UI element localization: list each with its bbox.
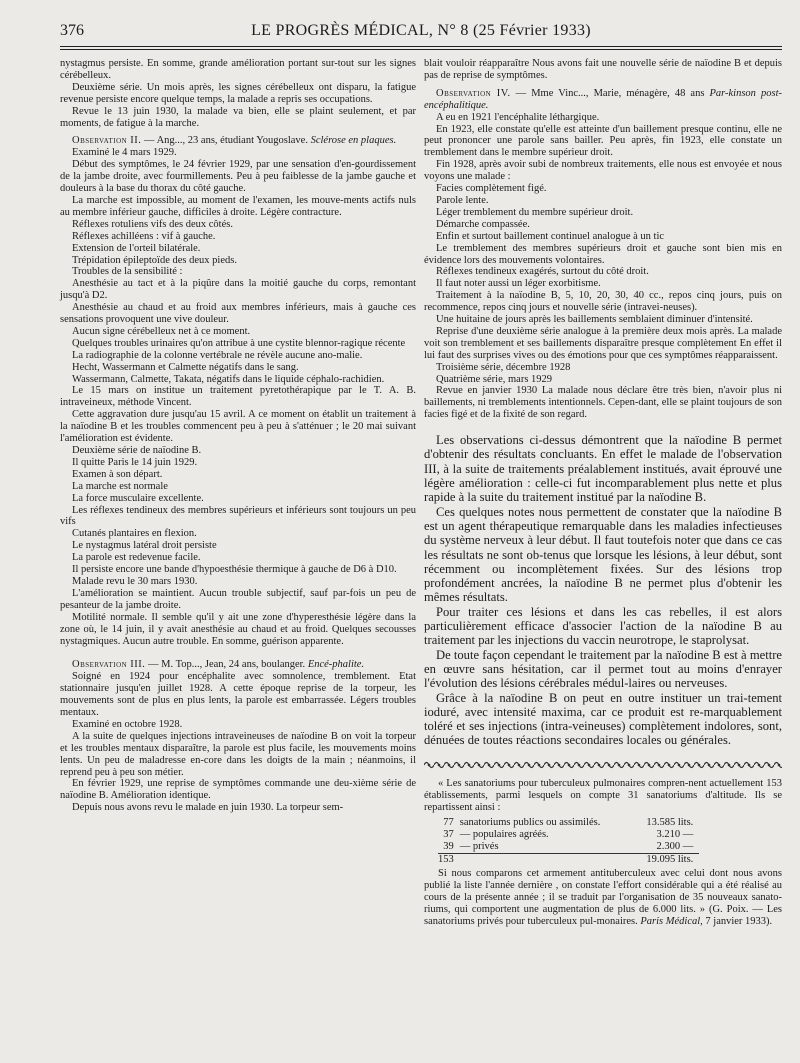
paragraph: Anesthésie au chaud et au froid aux membres inférieurs, mais à gauche ces sensations provoquent une vive douleur. xyxy=(60,302,416,326)
count-cell: 37 xyxy=(443,829,454,841)
paragraph: Reprise d'une deuxième série analogue à la première deux mois après. La malade voit son tremblement et ses baillements disparaître presque complètement En effet il lui faut des surprises vives ou des émotions pour que ces symptômes réapparaissent. xyxy=(424,325,782,361)
paragraph: Trépidation épileptoïde des deux pieds. xyxy=(72,254,237,266)
paragraph: Réflexes achilléens : vif à gauche. xyxy=(72,230,216,242)
paragraph: Réflexes tendineux exagérés, surtout du côté droit. xyxy=(436,266,649,278)
paragraph: Enfin et surtout baillement continuel analogue à un tic xyxy=(436,230,665,242)
paragraph: Wassermann, Calmette, Takata, négatifs dans le liquide céphalo-rachidien. xyxy=(72,373,385,385)
observation-subject: — Mme Vinc..., Marie, ménagère, 48 ans xyxy=(510,87,710,99)
category-cell: sanatoriums publics ou assimilés. xyxy=(459,817,601,829)
observation-label: Observation III. xyxy=(72,659,146,671)
paragraph: Soigné en 1924 pour encéphalite avec somnolence, tremblement. Etat stationnaire jusqu'en juillet 1928. A cette époque reprise de la torpeur, les mouvements sont de plus en plus lents, la parole est embarrassée. Légers troubles mentaux. xyxy=(60,671,416,719)
quote-paragraph: « Les sanatoriums pour tuberculeux pulmonaires compren-nent actuellement 153 établissements, parmi lesquels on compte 31 sanatoriums d'altitude. Ils se repartissent ainsi : xyxy=(424,777,782,813)
header-rule xyxy=(60,46,782,47)
conclusion-paragraph: Ces quelques notes nous permettent de constater que la naïodine B est un agent thérapeutique remarquable dans les maladies infectieuses du système nerveux à leur début. Il faut toutefois noter que dans ce cas les résultats ne sont ob-tenus que lorsque les lésions, à leur début, sont récemment ou incomplètement fixées. Sur des lésions trop profondément ancrées, la naïodine B ne permet plus d'obtenir les mêmes résultats. xyxy=(424,504,782,605)
paragraph: Une huitaine de jours après les baillements semblaient diminuer d'intensité. xyxy=(436,314,753,326)
paragraph: Examen à son départ. xyxy=(72,468,163,480)
total-beds: 19.095 lits. xyxy=(606,854,699,867)
total-count: 153 xyxy=(438,854,460,867)
right-column xyxy=(424,58,782,928)
ornament-divider xyxy=(424,760,782,770)
paragraph: Il faut noter aussi un léger exorbitisme. xyxy=(436,278,601,290)
source-date: 7 janvier 1933). xyxy=(702,916,773,928)
ornament-band-icon xyxy=(424,760,782,770)
beds-cell: 13.585 lits. xyxy=(646,817,694,829)
paragraph: Traitement à la naïodine B, 5, 10, 20, 30, 40 cc., repos cinq jours, puis on recommence, repos cinq jours et nouvelle série (intravei-neuses). xyxy=(424,290,782,314)
paragraph: Fin 1928, après avoir subi de nombreux traitements, elle nous est envoyée et nous voyons une malade : xyxy=(424,159,782,183)
observation-diagnosis: Encé-phalite. xyxy=(307,659,365,671)
running-head: LE PROGRÈS MÉDICAL, N° 8 (25 Février 1933) xyxy=(251,22,591,39)
observation-heading xyxy=(424,88,782,112)
observation-diagnosis: Sclérose en plaques. xyxy=(310,135,397,147)
observation-heading xyxy=(60,659,416,671)
paragraph: Deuxième série de naïodine B. xyxy=(72,445,202,456)
paragraph: Il persiste encore une bande d'hypoesthésie thermique à gauche de D6 à D10. xyxy=(72,564,397,576)
category-cell: — populaires agréés. xyxy=(459,829,549,841)
paragraph: Extension de l'orteil bilatérale. xyxy=(72,242,201,254)
paragraph: Examiné le 4 mars 1929. xyxy=(72,147,177,159)
table-row xyxy=(438,817,699,829)
paragraph: Léger tremblement du membre supérieur droit. xyxy=(436,206,634,218)
paragraph: A la suite de quelques injections intraveineuses de naïodine B on voit la torpeur et les troubles mentaux disparaître, la parole est plus facile, les mouvements moins lents. Un peu de maladresse en-core dans les doigts de la main ; néanmoins, il reprend peu à peu son métier. xyxy=(60,730,416,778)
paragraph: Aucun signe cérébelleux net à ce moment. xyxy=(72,325,251,337)
observation-diagnosis: Par-kinson post-encéphalitique. xyxy=(424,87,782,111)
paragraph: Hecht, Wassermann et Calmette négatifs dans le sang. xyxy=(72,361,299,373)
paragraph: Cutanés plantaires en flexion. xyxy=(72,528,197,540)
paragraph: Motilité normale. Il semble qu'il y ait une zone d'hyperesthésie légère dans la zone où, le 14 juin, il y avait anesthésie au chaud et au froid. Quelques secousses nystagmiques. Aucun autre trouble. En somme, guérison apparente. xyxy=(60,611,416,647)
observation-label: Observation IV. xyxy=(436,87,511,99)
count-cell: 39 xyxy=(443,841,454,853)
category-cell: — privés xyxy=(459,841,499,853)
paragraph: Les réflexes tendineux des membres supérieurs et inférieurs sont toujours un peu vifs xyxy=(60,504,416,528)
table-row xyxy=(438,841,699,854)
paragraph: Revue en janvier 1930 La malade nous déclare être très bien, n'avoir plus ni baillements, ni tremblements intentionnels. Cepen-dant, elle se plaint toujours de son facies figé et de la fixité de son regard. xyxy=(424,385,782,421)
observation-subject: — M. Top..., Jean, 24 ans, boulanger. xyxy=(145,659,308,671)
paragraph: Examiné en octobre 1928. xyxy=(72,718,183,730)
left-column xyxy=(60,58,416,814)
paragraph: La force musculaire excellente. xyxy=(72,492,204,504)
paragraph: blait vouloir réapparaître Nous avons fait une nouvelle série de naïodine B et depuis pas de reprise de symptômes. xyxy=(424,58,782,81)
paragraph: Début des symptômes, le 24 février 1929, par une sensation d'en-gourdissement de la jambe droite, avec fourmillements. Peu à peu faiblesse de la jambe gauche et douleurs à la base du thorax du côté gauche. xyxy=(60,159,416,195)
paragraph: Quatrième série, mars 1929 xyxy=(436,373,553,385)
sanatorium-table xyxy=(438,817,699,866)
paragraph: Il quitte Paris le 14 juin 1929. xyxy=(72,456,198,468)
paragraph: Deuxième série. Un mois après, les signes cérébelleux ont disparu, la fatigue revenue persiste encore quelque temps, la malade a repris ses occupations. xyxy=(60,81,416,105)
paragraph: Malade revu le 30 mars 1930. xyxy=(72,575,198,587)
paragraph: Quelques troubles urinaires qu'on attribue à une cystite blennor-ragique récente xyxy=(72,337,406,349)
conclusion-paragraph: Les observations ci-dessus démontrent que la naïodine B permet d'obtenir des résultats concluants. En effet le malade de l'observation III, à la suite de traitements préalablement institués, avait éprouvé une légère amélioration : celle-ci fut incomparablement plus nette et plus rapide à la suite du traitement institué par la naïodine B. xyxy=(424,433,782,505)
paragraph: Troubles de la sensibilité : xyxy=(72,266,183,278)
conclusion-paragraph: Grâce à la naïodine B on peut en outre instituer un trai-tement ioduré, avec intensité maxima, car ce produit est re-marquablement toléré et ses injections (intra-veineuses) complètement indolores, sont, dénuées de toutes réactions secondaires locales ou générales. xyxy=(424,690,782,748)
observation-label: Observation II. xyxy=(72,135,142,147)
paragraph: La marche est normale xyxy=(72,480,168,492)
quote-paragraph xyxy=(424,868,782,928)
conclusion-paragraph: Pour traiter ces lésions et dans les cas rebelles, il est alors particulièrement efficace d'associer l'action de la naïodine B au traitement par les injections du vaccin neurotrope, le staprolysat. xyxy=(424,604,782,648)
paragraph: Troisième série, décembre 1928 xyxy=(436,361,571,373)
paragraph: En 1923, elle constate qu'elle est atteinte d'un baillement presque continu, elle ne peut prononcer une parole sans bailler. Peu après, fin 1923, elle constate un tremblement dans le membre supérieur droit. xyxy=(424,123,782,159)
header-rule-thin xyxy=(60,49,782,50)
count-cell: 77 xyxy=(443,817,454,829)
paragraph: En février 1929, une reprise de symptômes commande une deu-xième série de naïodine B. Amélioration identique. xyxy=(60,778,416,802)
source-journal: Paris Médical, xyxy=(640,916,703,928)
paragraph: La radiographie de la colonne vertébrale ne révèle aucune ano-malie. xyxy=(72,349,363,361)
paragraph: Réflexes rotuliens vifs des deux côtés. xyxy=(72,218,233,230)
page-number: 376 xyxy=(60,22,84,39)
paragraph: Facies complètement figé. xyxy=(436,183,547,195)
paragraph: Parole lente. xyxy=(436,194,489,206)
paragraph: La marche est impossible, au moment de l'examen, les mouve-ments actifs nuls au membre inférieur gauche, difficiles à droite. Légère contracture. xyxy=(60,194,416,218)
paragraph: Le 15 mars on institue un traitement pyretothérapique par le T. A. B. intraveineux, méthode Vincent. xyxy=(60,385,416,409)
paragraph: La parole est redevenue facile. xyxy=(72,552,201,564)
paragraph: A eu en 1921 l'encéphalite léthargique. xyxy=(436,111,600,123)
table-row xyxy=(438,829,699,841)
quote-text: Si nous comparons cet armement antituberculeux avec celui dont nous avons publié la liste l'année dernière , on constate l'effort considérable qui a été réalisé au cours de la présente année ; il se traduit par l'organisation de 35 nouveaux sanato-riums, qui comportent une augmentation de plus de 6.000 lits. » (G. Poix. — Les sanatoriums privés pour tuberculeux pul-monaires. xyxy=(424,868,782,928)
paragraph: Le nystagmus latéral droit persiste xyxy=(72,540,217,552)
table-total-row xyxy=(438,854,699,867)
conclusion-paragraph: De toute façon cependant le traitement par la naïodine B est à mettre en œuvre sans hésitation, car il permet tout au moins d'enrayer l'évolution des lésions cérébrales médul-laires ou nerveuses. xyxy=(424,647,782,691)
observation-subject: — Ang..., 23 ans, étudiant Yougoslave. xyxy=(141,135,311,147)
paragraph: Depuis nous avons revu le malade en juin 1930. La torpeur sem- xyxy=(72,802,344,814)
paragraph: Le tremblement des membres supérieurs droit et gauche sont bien mis en évidence lors des mouvements volontaires. xyxy=(424,242,782,266)
paragraph: Anesthésie au tact et à la piqûre dans la moitié gauche du corps, remontant jusqu'à D2. xyxy=(60,278,416,302)
beds-cell: 3.210 — xyxy=(656,829,694,841)
observation-heading xyxy=(60,135,416,147)
paragraph: L'amélioration se maintient. Aucun trouble subjectif, sauf par-fois un peu de pesanteur de la jambe droite. xyxy=(60,587,416,611)
page-header xyxy=(60,22,782,44)
paragraph: Revue le 13 juin 1930, la malade va bien, elle se plaint seulement, et par moments, de fatigue à la marche. xyxy=(60,105,416,129)
beds-cell: 2.300 — xyxy=(656,841,694,853)
paragraph: nystagmus persiste. En somme, grande amélioration portant sur-tout sur les signes cérébelleux. xyxy=(60,58,416,81)
paragraph: Cette aggravation dure jusqu'au 15 avril. A ce moment on établit un traitement à la naïodine B et les troubles commencent peu à peu à s'atténuer ; le 20 mai suivant l'amélioration est évidente. xyxy=(60,409,416,445)
paragraph: Démarche compassée. xyxy=(436,218,530,230)
